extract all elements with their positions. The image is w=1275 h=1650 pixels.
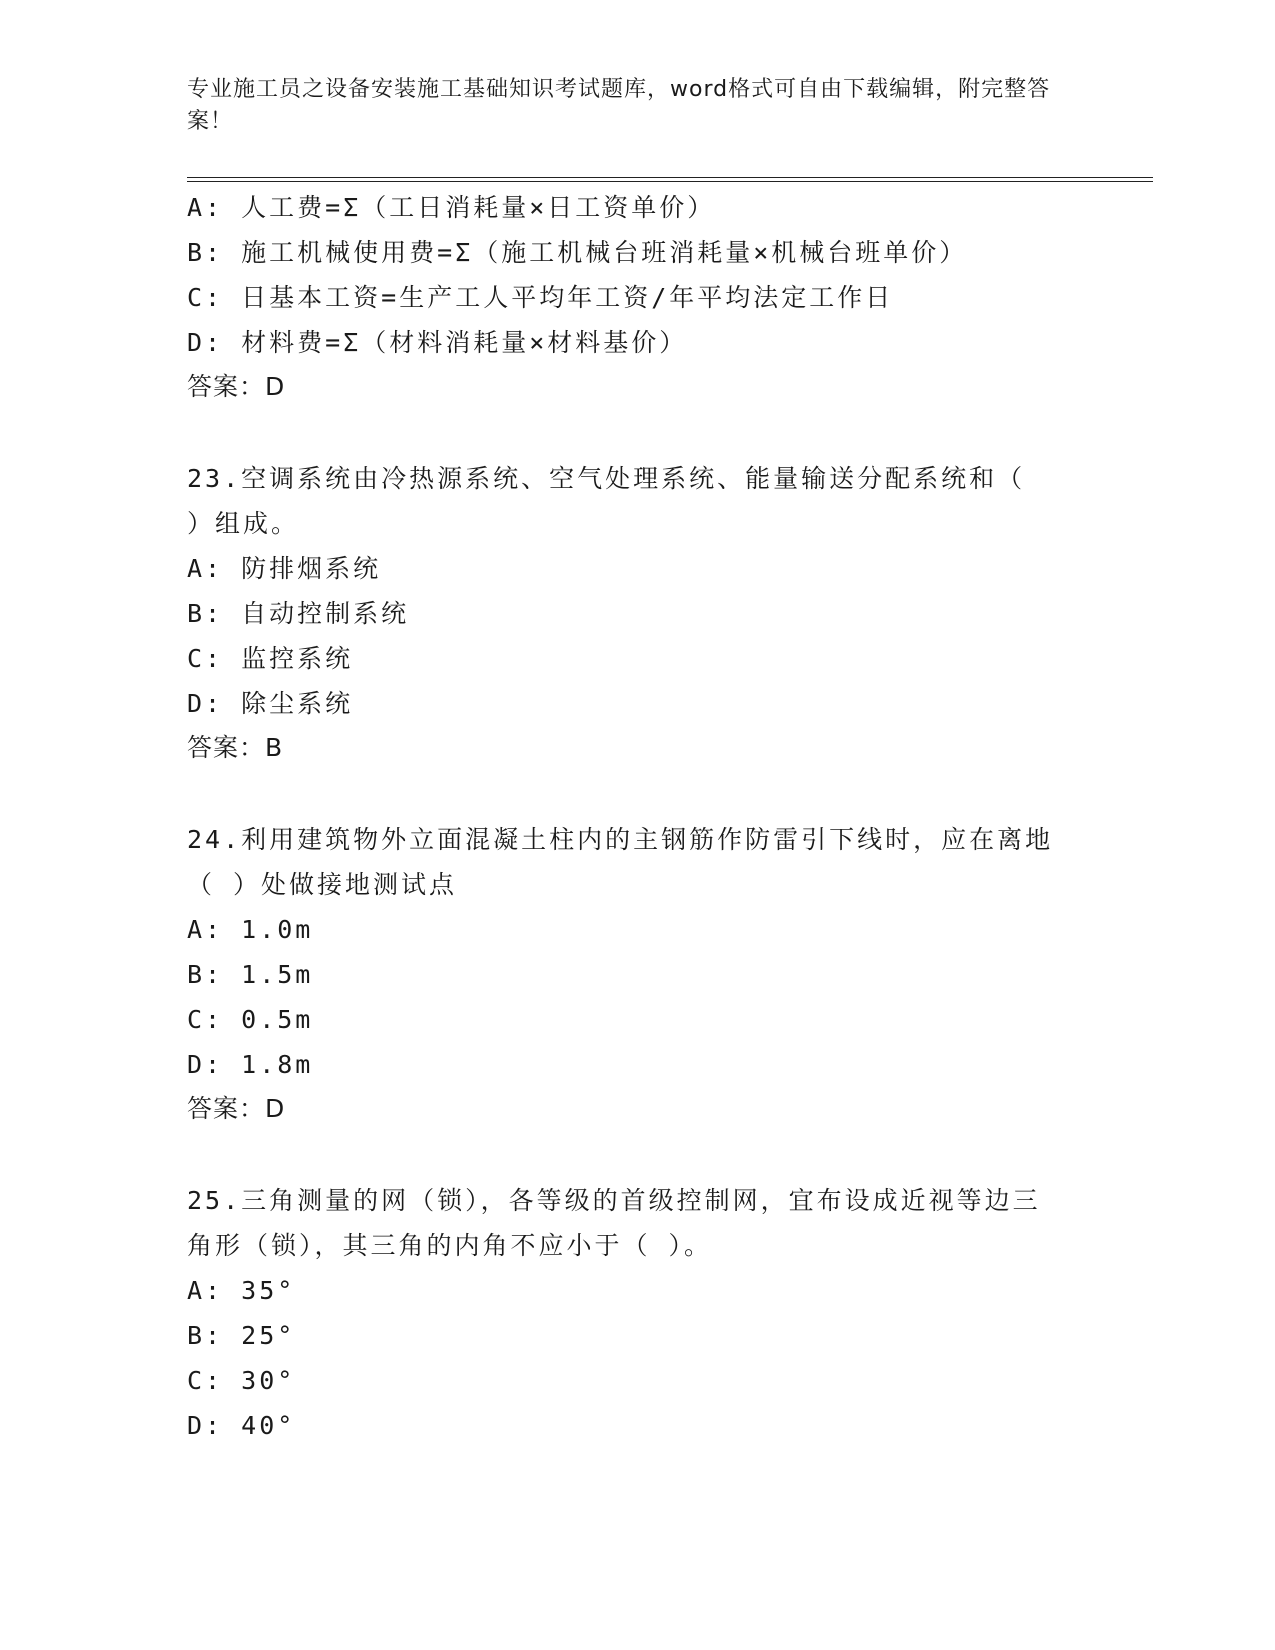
option-c: C: 30° bbox=[187, 1366, 296, 1395]
option-a: A: 1.0m bbox=[187, 915, 314, 944]
option-c: C: 日基本工资=生产工人平均年工资/年平均法定工作日 bbox=[187, 283, 894, 312]
option-b: B: 自动控制系统 bbox=[187, 599, 410, 628]
option-b: B: 施工机械使用费=Σ（施工机械台班消耗量×机械台班单价） bbox=[187, 238, 968, 267]
header-divider-bottom bbox=[187, 181, 1153, 182]
option-d: D: 材料费=Σ（材料消耗量×材料基价） bbox=[187, 328, 688, 357]
option-c: C: 监控系统 bbox=[187, 644, 354, 673]
document-header: 专业施工员之设备安装施工基础知识考试题库，word格式可自由下载编辑，附完整答案！ bbox=[187, 77, 1051, 134]
question-text-line-2: ）组成。 bbox=[187, 509, 300, 538]
question-text-line-2: 角形（锁），其三角的内角不应小于（ ）。 bbox=[187, 1231, 713, 1260]
answer: 答案：D bbox=[187, 372, 286, 401]
option-a: A: 防排烟系统 bbox=[187, 554, 382, 583]
option-d: D: 除尘系统 bbox=[187, 689, 354, 718]
header-divider-top bbox=[187, 177, 1153, 178]
option-b: B: 25° bbox=[187, 1321, 296, 1350]
question-text-line-1: 23.空调系统由冷热源系统、空气处理系统、能量输送分配系统和（ bbox=[187, 464, 1026, 493]
option-a: A: 35° bbox=[187, 1276, 296, 1305]
question-text-line-1: 25.三角测量的网（锁），各等级的首级控制网，宜布设成近视等边三 bbox=[187, 1186, 1041, 1215]
option-a: A: 人工费=Σ（工日消耗量×日工资单价） bbox=[187, 193, 716, 222]
option-b: B: 1.5m bbox=[187, 960, 314, 989]
option-d: D: 40° bbox=[187, 1411, 296, 1440]
question-text-line-2: （ ）处做接地测试点 bbox=[187, 870, 458, 899]
option-c: C: 0.5m bbox=[187, 1005, 314, 1034]
question-text-line-1: 24.利用建筑物外立面混凝土柱内的主钢筋作防雷引下线时，应在离地 bbox=[187, 825, 1054, 854]
option-d: D: 1.8m bbox=[187, 1050, 314, 1079]
answer: 答案：D bbox=[187, 1094, 286, 1123]
answer: 答案：B bbox=[187, 733, 284, 762]
